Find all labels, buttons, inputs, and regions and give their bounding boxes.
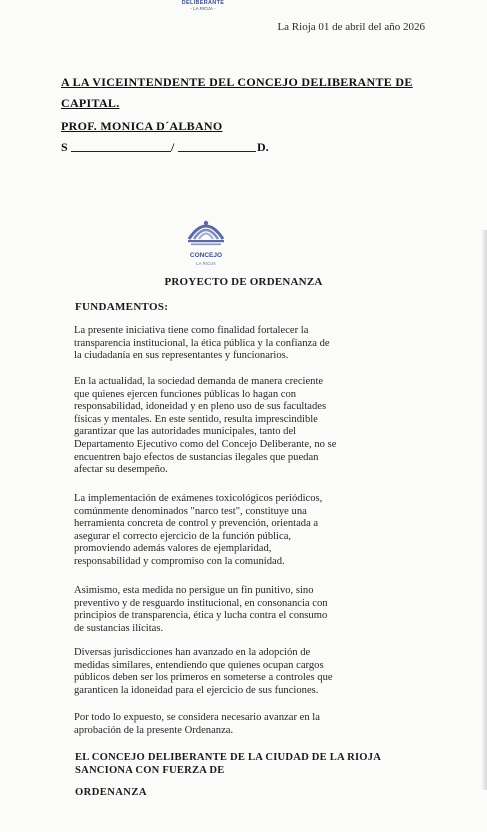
salutation-underline-1 xyxy=(71,151,171,152)
header-logo-line2: - LA RIOJA - xyxy=(190,6,216,11)
paragraph-line: comúnmente denominados "narco test", constituye una xyxy=(74,505,307,517)
seal-text-2: LA RIOJA xyxy=(196,261,216,266)
paragraph-line: encuentren bajo efectos de sustancias ilegales que puedan xyxy=(74,451,319,463)
paragraph-line: Diversas jurisdicciones han avanzado en la adopción de xyxy=(74,647,311,658)
document-date: La Rioja 01 de abril del año 2026 xyxy=(277,21,425,33)
sanction-line-2: SANCIONA CON FUERZA DE xyxy=(75,765,225,776)
paragraph-line: garanticen la idoneidad para el ejercicio de sus funciones. xyxy=(74,684,319,696)
paragraph-line: garantizar que las autoridades municipales, tanto del xyxy=(74,426,297,438)
ordenanza-heading: ORDENANZA xyxy=(75,787,147,798)
salutation-s: S xyxy=(61,140,68,154)
paragraph-line: transparencia institucional, la ética pública y la confianza de xyxy=(74,337,330,349)
paragraph-line: La implementación de exámenes toxicológicos periódicos, xyxy=(74,493,323,504)
section-heading-fundamentos: FUNDAMENTOS: xyxy=(75,301,169,313)
salutation-d: D. xyxy=(257,140,269,154)
recipient-line1: A LA VICEINTENDENTE DEL CONCEJO DELIBERANTE DE xyxy=(61,75,413,89)
paragraph-line: que quienes ejercen funciones públicas lo hagan con xyxy=(74,388,297,400)
paragraph-line: asegurar el correcto ejercicio de la función pública, xyxy=(74,530,292,542)
paragraph-line: Asimismo, esta medida no persigue un fin punitivo, sino xyxy=(74,585,314,596)
paragraph-line: afectar su desempeño. xyxy=(74,464,168,476)
paragraph-1 xyxy=(74,325,424,363)
paragraph-line: públicos deben ser los primeros en someterse a controles que xyxy=(74,672,333,684)
paragraph-line: responsabilidad, idoneidad y en pleno uso de sus facultades xyxy=(74,401,327,413)
seal-text-1: CONCEJO xyxy=(189,252,223,259)
paragraph-2 xyxy=(74,376,424,477)
paragraph-line: principios de transparencia, ética y lucha contra el consumo xyxy=(74,610,328,622)
header-logo xyxy=(170,0,236,11)
paragraph-line: En la actualidad, la sociedad demanda de manera creciente xyxy=(74,376,324,387)
paragraph-line: La presente iniciativa tiene como finalidad fortalecer la xyxy=(74,325,309,336)
paragraph-line: Departamento Ejecutivo como del Concejo Deliberante, no se xyxy=(74,438,337,450)
paragraph-line: promoviendo además valores de ejemplaridad, xyxy=(74,543,272,555)
paragraph-line: físicas y mentales. En este sentido, resulta imprescindible xyxy=(74,413,318,425)
salutation-line xyxy=(61,140,273,156)
paragraph-line: medidas similares, entendiendo que quienes ocupan cargos xyxy=(74,659,324,671)
sanction-formula xyxy=(75,751,381,777)
recipient-line2: CAPITAL. xyxy=(61,96,120,110)
paragraph-line: Por todo lo expuesto, se considera necesario avanzar en la xyxy=(74,712,320,723)
paragraph-line: de sustancias ilícitas. xyxy=(74,622,164,634)
header-logo-line1: DELIBERANTE xyxy=(181,0,225,6)
paragraph-3 xyxy=(74,493,424,569)
sanction-line-1: EL CONCEJO DELIBERANTE DE LA CIUDAD DE LA RIOJA xyxy=(75,752,382,763)
paragraph-4 xyxy=(74,585,424,635)
paragraph-5 xyxy=(74,647,424,697)
paragraph-line: herramienta concreta de control y prevención, orientada a xyxy=(74,518,319,530)
concejo-seal-icon xyxy=(183,215,229,271)
paragraph-line: preventivo y de resguardo institucional, en consonancia con xyxy=(74,597,328,609)
paragraph-line: responsabilidad y compromiso con la comunidad. xyxy=(74,555,285,567)
paragraph-6 xyxy=(74,712,424,737)
page-edge-shadow xyxy=(481,230,487,790)
salutation-underline-2 xyxy=(178,151,256,152)
document-title: PROYECTO DE ORDENANZA xyxy=(164,276,323,288)
salutation-slash: / xyxy=(171,140,175,154)
paragraph-line: la ciudadanía en sus representantes y funcionarios. xyxy=(74,350,289,362)
paragraph-line: aprobación de la presente Ordenanza. xyxy=(74,724,234,736)
recipient-name: PROF. MONICA D´ALBANO xyxy=(61,119,223,133)
